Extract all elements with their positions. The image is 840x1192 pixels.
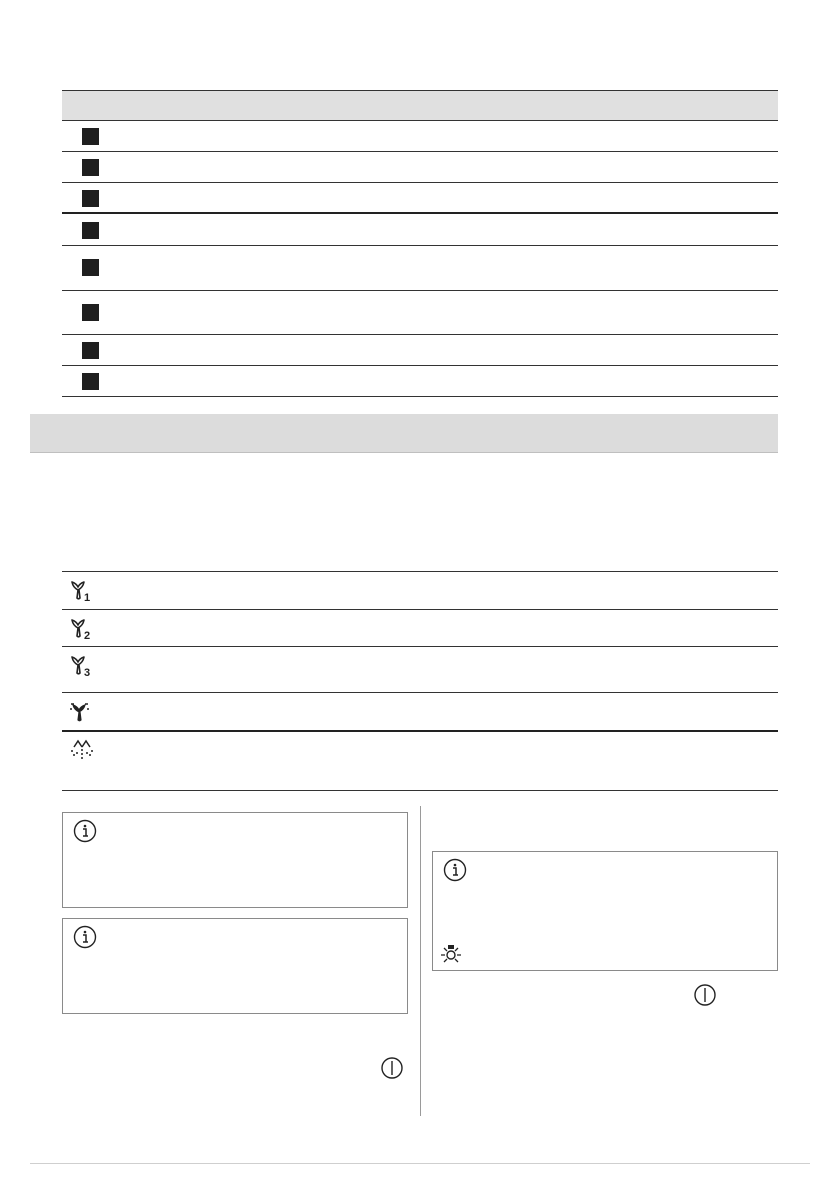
fan-mode-row [62,730,778,790]
table-header [62,90,778,121]
svg-text:3: 3 [84,667,91,679]
table-bottom-rule [62,790,778,791]
callout-square [82,373,99,390]
fan-speed-3-icon [68,655,94,677]
column-divider [420,806,421,1116]
callout-square [82,304,99,321]
fan-mode-row [62,646,778,692]
table-row [62,366,778,397]
fan-mode-row [62,609,778,646]
info-box [432,851,778,971]
table-row [62,215,778,246]
svg-text:2: 2 [84,630,91,642]
light-icon [439,944,463,966]
callout-square [82,159,99,176]
table-row [62,335,778,366]
callout-square [82,342,99,359]
callout-square [82,190,99,207]
info-box [62,812,408,908]
info-icon [73,925,97,949]
svg-text:1: 1 [84,592,91,604]
table-row [62,291,778,335]
table-row [62,121,778,152]
fan-mode-row [62,692,778,730]
table-row [62,183,778,214]
callout-square [82,128,99,145]
power-icon [381,1057,403,1079]
fan-speed-1-icon [68,580,94,602]
callout-square [82,259,99,276]
power-icon [694,984,716,1006]
section-divider [30,452,778,453]
info-icon [73,819,97,843]
table-row [62,246,778,291]
table-row [62,152,778,183]
fan-mode-row [62,571,778,609]
info-box [62,918,408,1014]
fan-boost-icon [68,701,94,723]
info-icon [443,858,467,882]
callout-square [82,222,99,239]
breeze-icon [68,737,96,763]
section-header-bar [30,414,778,453]
fan-speed-2-icon [68,618,94,640]
page-bottom-rule [30,1163,810,1164]
